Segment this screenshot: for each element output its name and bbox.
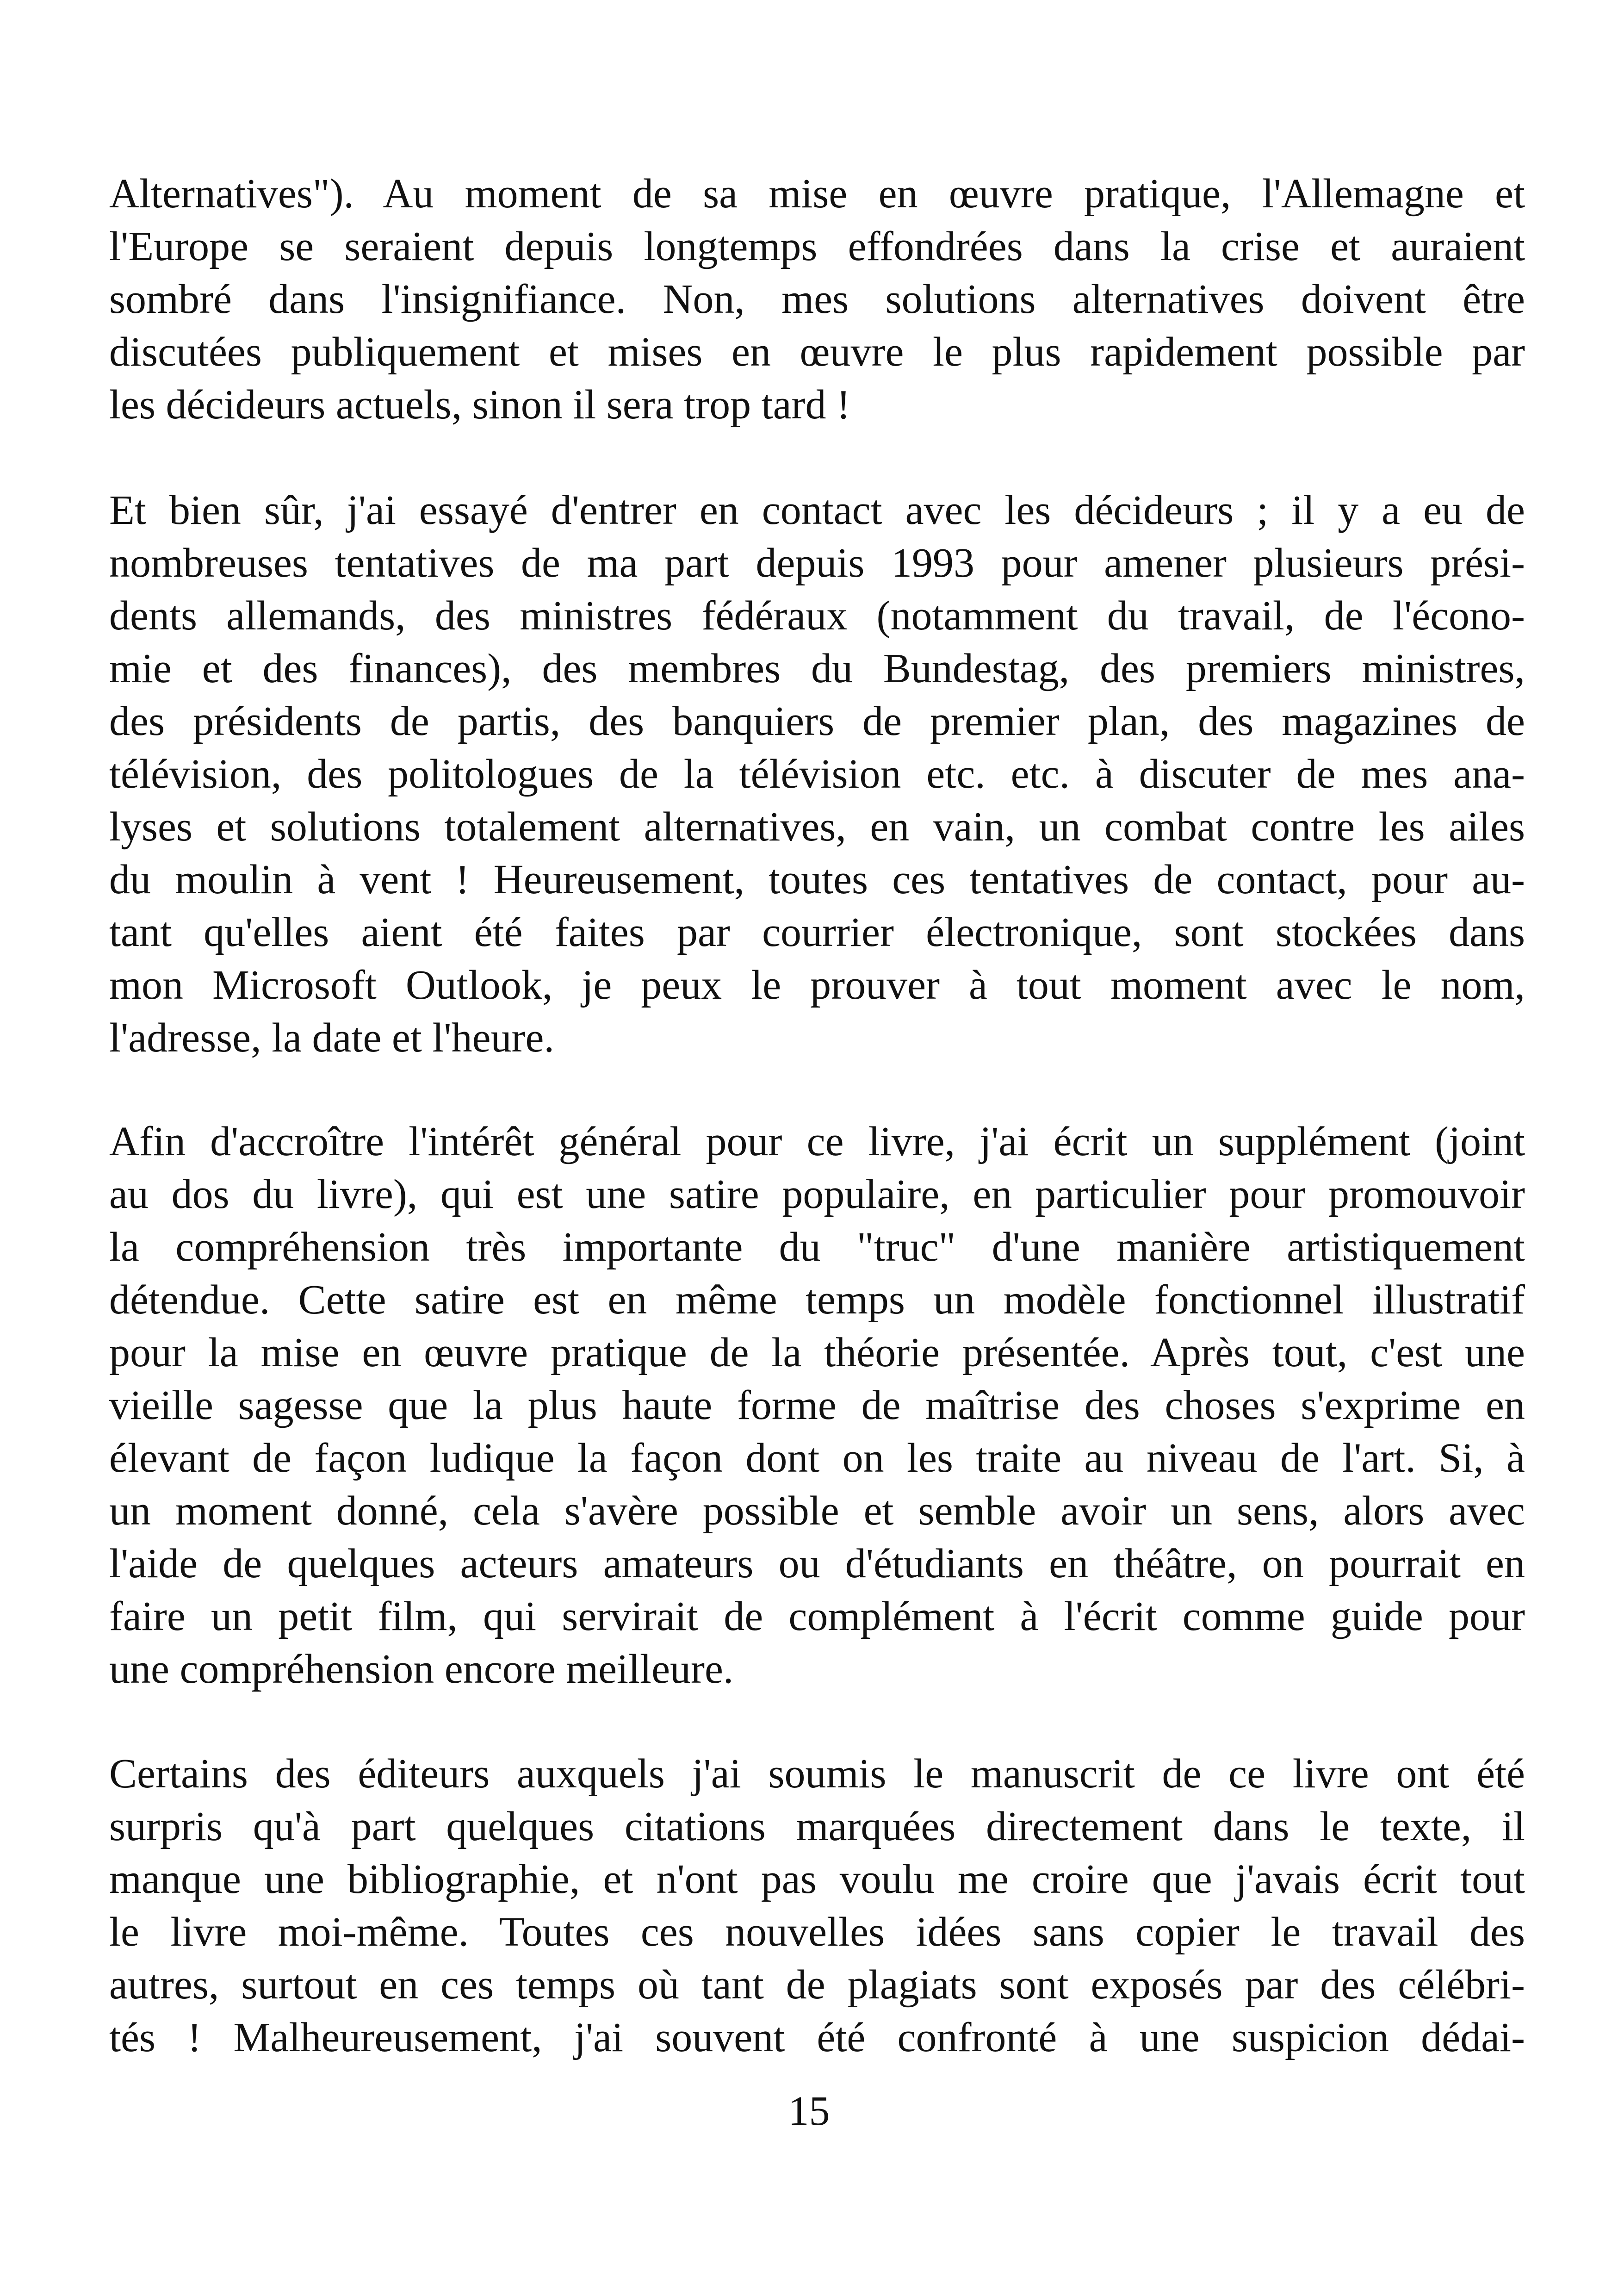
paragraph-3 bbox=[109, 1115, 1525, 1696]
text-line: autres, surtout en ces temps où tant de plagiats sont exposés par des célébri- bbox=[109, 1962, 1525, 2008]
paragraph-4 bbox=[109, 1748, 1525, 2064]
text-line: l'Europe se seraient depuis longtemps effondrées dans la crise et auraient bbox=[109, 224, 1525, 269]
text-line: les décideurs actuels, sinon il sera trop tard ! bbox=[109, 382, 850, 428]
text-line: tés ! Malheureusement, j'ai souvent été confronté à une suspicion dédai- bbox=[109, 2015, 1525, 2060]
text-line: vieille sagesse que la plus haute forme de maîtrise des choses s'exprime en bbox=[109, 1382, 1525, 1428]
text-line: lyses et solutions totalement alternatives, en vain, un combat contre les ailes bbox=[109, 804, 1525, 850]
text-line: Afin d'accroître l'intérêt général pour ce livre, j'ai écrit un supplément (joint bbox=[109, 1119, 1525, 1164]
text-line: une compréhension encore meilleure. bbox=[109, 1646, 734, 1692]
text-line: l'adresse, la date et l'heure. bbox=[109, 1015, 554, 1061]
text-line: élevant de façon ludique la façon dont on les traite au niveau de l'art. Si, à bbox=[109, 1435, 1525, 1481]
text-line: un moment donné, cela s'avère possible et semble avoir un sens, alors avec bbox=[109, 1488, 1525, 1534]
text-line: faire un petit film, qui servirait de complément à l'écrit comme guide pour bbox=[109, 1593, 1525, 1639]
text-line: manque une bibliographie, et n'ont pas voulu me croire que j'avais écrit tout bbox=[109, 1856, 1525, 1902]
text-line: Certains des éditeurs auxquels j'ai soumis le manuscrit de ce livre ont été bbox=[109, 1751, 1525, 1797]
text-line: la compréhension très importante du "truc" d'une manière artistiquement bbox=[109, 1224, 1525, 1270]
text-line: mon Microsoft Outlook, je peux le prouver à tout moment avec le nom, bbox=[109, 962, 1525, 1008]
text-line: surpris qu'à part quelques citations marquées directement dans le texte, il bbox=[109, 1804, 1525, 1849]
text-line: mie et des finances), des membres du Bundestag, des premiers ministres, bbox=[109, 646, 1525, 691]
text-line: pour la mise en œuvre pratique de la théorie présentée. Après tout, c'est une bbox=[109, 1330, 1525, 1375]
text-line: discutées publiquement et mises en œuvre le plus rapidement possible par bbox=[109, 329, 1525, 375]
page-number: 15 bbox=[788, 2088, 830, 2134]
text-line: Et bien sûr, j'ai essayé d'entrer en contact avec les décideurs ; il y a eu de bbox=[109, 487, 1525, 533]
text-line: le livre moi-même. Toutes ces nouvelles idées sans copier le travail des bbox=[109, 1909, 1525, 1955]
paragraph-1 bbox=[109, 168, 1525, 431]
text-line: détendue. Cette satire est en même temps un modèle fonctionnel illustratif bbox=[109, 1277, 1525, 1323]
text-line: Alternatives"). Au moment de sa mise en œuvre pratique, l'Allemagne et bbox=[109, 171, 1525, 217]
text-line: du moulin à vent ! Heureusement, toutes ces tentatives de contact, pour au- bbox=[109, 857, 1525, 902]
text-line: sombré dans l'insignifiance. Non, mes solutions alternatives doivent être bbox=[109, 276, 1525, 322]
text-line: tant qu'elles aient été faites par courrier électronique, sont stockées dans bbox=[109, 909, 1525, 955]
text-line: télévision, des politologues de la télévision etc. etc. à discuter de mes ana- bbox=[109, 751, 1525, 797]
text-line: dents allemands, des ministres fédéraux (notamment du travail, de l'écono- bbox=[109, 593, 1525, 639]
paragraph-2 bbox=[109, 484, 1525, 1064]
text-line: nombreuses tentatives de ma part depuis 1993 pour amener plusieurs prési- bbox=[109, 540, 1525, 586]
text-line: au dos du livre), qui est une satire populaire, en particulier pour promouvoir bbox=[109, 1171, 1525, 1217]
text-line: l'aide de quelques acteurs amateurs ou d'étudiants en théâtre, on pourrait en bbox=[109, 1541, 1525, 1587]
text-line: des présidents de partis, des banquiers de premier plan, des magazines de bbox=[109, 698, 1525, 744]
